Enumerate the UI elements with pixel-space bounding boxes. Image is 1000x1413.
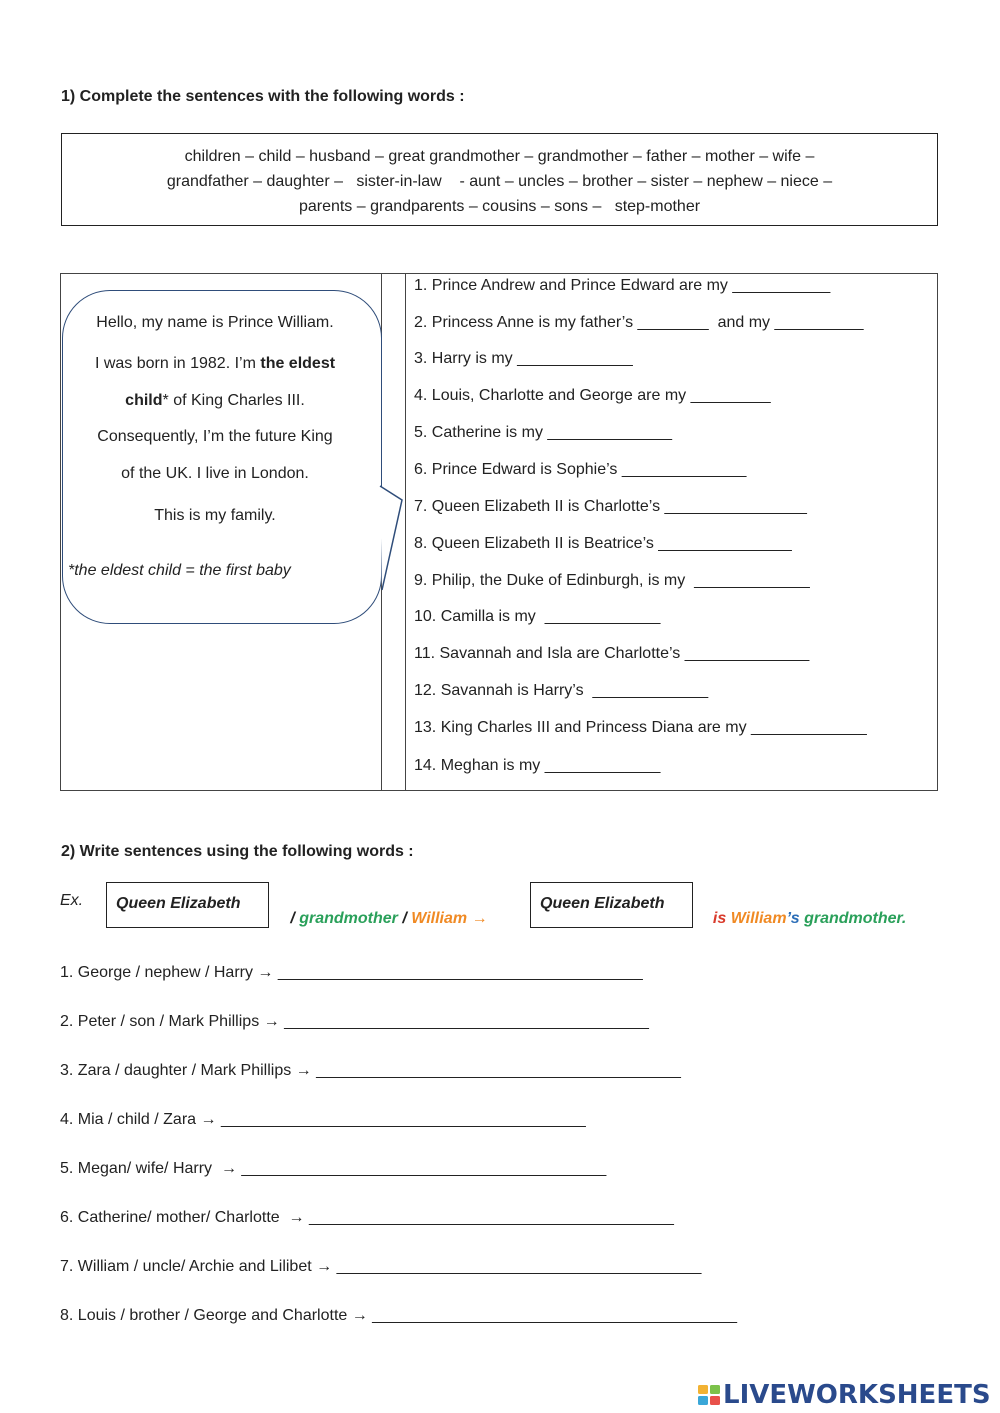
question-9[interactable]: 9. Philip, the Duke of Edinburgh, is my _____________ — [414, 572, 810, 589]
word-bank-line-1: children – child – husband – great grandmother – grandmother – father – mother – wife – — [184, 148, 815, 165]
example-word-william: William — [411, 910, 468, 927]
bubble-line-2-bold: the eldest — [260, 355, 336, 372]
question-13[interactable]: 13. King Charles III and Princess Diana are my _____________ — [414, 719, 867, 736]
question-12[interactable]: 12. Savannah is Harry’s _____________ — [414, 682, 709, 699]
example-box-2: Queen Elizabeth — [530, 882, 693, 928]
example-box-1: Queen Elizabeth — [106, 882, 269, 928]
example-slash-1: / — [285, 910, 300, 927]
question-11[interactable]: 11. Savannah and Isla are Charlotte’s ______________ — [414, 645, 810, 662]
liveworksheets-logo-icon — [697, 1383, 721, 1407]
sentence-4[interactable]: 4. Mia / child / Zara → _________________________________________ — [60, 1111, 586, 1128]
question-3[interactable]: 3. Harry is my _____________ — [414, 350, 633, 367]
section1-heading: 1) Complete the sentences with the following words : — [61, 88, 465, 105]
bubble-line-5: of the UK. I live in London. — [121, 465, 309, 482]
bubble-line-3-text: * of King Charles III. — [162, 392, 305, 409]
sentence-8[interactable]: 8. Louis / brother / George and Charlotte → _________________________________________ — [60, 1307, 738, 1324]
question-5[interactable]: 5. Catherine is my ______________ — [414, 424, 672, 441]
bubble-note: *the eldest child = the first baby — [68, 562, 291, 579]
question-6[interactable]: 6. Prince Edward is Sophie’s ______________ — [414, 461, 747, 478]
word-bank — [61, 133, 938, 226]
question-7[interactable]: 7. Queen Elizabeth II is Charlotte’s ________________ — [414, 498, 807, 515]
bubble-line-6: This is my family. — [154, 507, 276, 524]
sentence-3[interactable]: 3. Zara / daughter / Mark Phillips → _________________________________________ — [60, 1062, 681, 1079]
word-bank-line-2: grandfather – daughter – sister-in-law - aunt – uncles – brother – sister – nephew – niece – — [166, 173, 833, 190]
question-8[interactable]: 8. Queen Elizabeth II is Beatrice’s _______________ — [414, 535, 792, 552]
example-answer-william: William — [730, 910, 787, 927]
question-10[interactable]: 10. Camilla is my _____________ — [414, 608, 661, 625]
example-answer-grandmother: grandmother — [804, 910, 902, 927]
bubble-line-1: Hello, my name is Prince William. — [96, 314, 334, 331]
bubble-line-4: Consequently, I’m the future King — [97, 428, 333, 445]
word-bank-line-3: parents – grandparents – cousins – sons – step-mother — [298, 198, 701, 215]
bubble-line-2 — [62, 355, 368, 373]
example-slash-2: / — [397, 910, 412, 927]
speech-bubble-tail — [370, 470, 410, 630]
example-answer-period: . — [901, 910, 907, 927]
example-answer-possessive: ’s — [786, 910, 800, 927]
bubble-line-3-bold: child — [125, 392, 163, 409]
sentence-1[interactable]: 1. George / nephew / Harry → _________________________________________ — [60, 964, 643, 981]
example-answer — [704, 892, 906, 928]
liveworksheets-logo-text: LIVEWORKSHEETS — [723, 1380, 991, 1410]
question-2[interactable]: 2. Princess Anne is my father’s ________ and my __________ — [414, 314, 864, 331]
sentence-2[interactable]: 2. Peter / son / Mark Phillips → _________________________________________ — [60, 1013, 649, 1030]
arrow-icon: → — [467, 910, 488, 927]
example-label: Ex. — [60, 892, 84, 909]
sentence-7[interactable]: 7. William / uncle/ Archie and Lilibet → _________________________________________ — [60, 1258, 702, 1275]
bubble-line-3 — [62, 392, 368, 410]
example-prompt — [277, 892, 488, 928]
bubble-line-2-text: I was born in 1982. I’m — [94, 355, 261, 372]
sentence-6[interactable]: 6. Catherine/ mother/ Charlotte → _________________________________________ — [60, 1209, 674, 1226]
question-4[interactable]: 4. Louis, Charlotte and George are my _________ — [414, 387, 771, 404]
liveworksheets-logo[interactable] — [697, 1378, 991, 1412]
question-1[interactable]: 1. Prince Andrew and Prince Edward are my ___________ — [414, 277, 831, 294]
question-14[interactable]: 14. Meghan is my _____________ — [414, 757, 661, 774]
example-answer-is: is — [712, 910, 727, 927]
section2-heading: 2) Write sentences using the following words : — [61, 843, 414, 860]
sentence-5[interactable]: 5. Megan/ wife/ Harry → _________________________________________ — [60, 1160, 607, 1177]
example-word-grandmother: grandmother — [299, 910, 398, 927]
